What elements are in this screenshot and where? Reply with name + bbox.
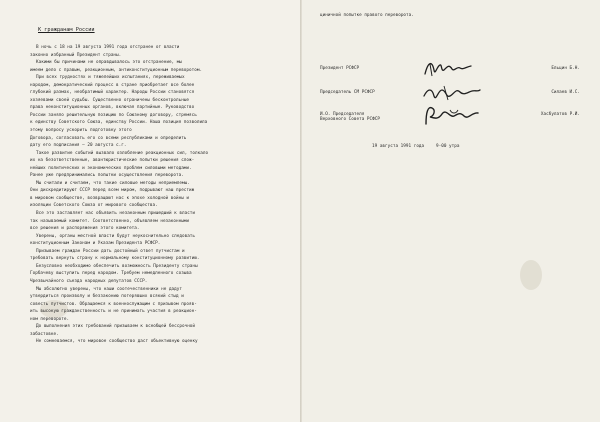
- paper-stain: [520, 260, 542, 290]
- signatory-position: Президент РСФСР: [320, 66, 360, 71]
- body-line: Призываем граждан России дать достойный ответ путчистам и: [36, 248, 185, 254]
- body-line: ном перевороте.: [30, 316, 70, 322]
- body-line: все решения и распоряжения этого комитета.: [30, 226, 140, 232]
- body-line: Мы абсолютно уверены, что наши соотечественники не дадут: [36, 286, 182, 292]
- document-time: 9-00 утра: [436, 144, 460, 149]
- body-line: дату его подписания – 20 августа с.г.: [30, 143, 127, 149]
- signatory-name: Силаев И.С.: [551, 90, 580, 95]
- handwritten-signature: [422, 58, 474, 80]
- body-line: России заняло решительную позицию по Союзному договору, стремясь: [30, 112, 197, 118]
- continuation-line: циничной попытке правого переворота.: [320, 13, 414, 18]
- signatory-name: Ельцин Б.Н.: [551, 66, 580, 71]
- body-line: так называемый комитет. Соответственно, объявляем незаконными: [30, 218, 190, 224]
- handwritten-signature: [422, 82, 482, 104]
- document-title: К гражданам России: [38, 27, 95, 33]
- body-line: Ранее уже предпринимались попытки осуществления переворота.: [30, 173, 184, 179]
- body-line: требовать вернуть страну к нормальному конституционному развитию.: [30, 256, 200, 262]
- body-line: ить высокую гражданственность и не принимать участия в реакцион-: [30, 309, 197, 315]
- body-line: Горбачеву выступить перед народом. Требуем немедленного созыва: [30, 271, 192, 277]
- body-line: нейших политических и экономических проблем силовыми методами.: [30, 165, 192, 171]
- document-date: 19 августа 1991 года: [372, 144, 425, 149]
- body-line: Уверены, органы местной власти будут неукоснительно следовать: [36, 233, 196, 239]
- body-line: Такое развитие событий вызвало озлобление реакционных сил, толкало: [36, 150, 209, 156]
- body-line: утвердиться произволу и беззаконию потерявших всякий стыд и: [30, 294, 184, 300]
- body-line: забастовке.: [30, 331, 59, 337]
- document-body: [30, 44, 298, 346]
- body-line: этому вопросу ускорить подготовку этого: [30, 128, 132, 134]
- signatory-position: И.О. Председателя Верховного Совета РСФСР: [320, 112, 380, 123]
- body-line: их на безответственные, авантюристические попытки решения слож-: [30, 158, 195, 164]
- body-line: Какими бы причинами не оправдывалось это отстранение, мы: [36, 60, 182, 66]
- body-line: До выполнения этих требований призываем к всеобщей бессрочной: [36, 324, 196, 330]
- body-line: законно избранный Президент страны.: [30, 52, 122, 58]
- body-line: глубокий размах, необратимый характер. Народы России становятся: [30, 90, 195, 96]
- body-line: Они дискредитируют СССР перед всем миром, подрывают наш престиж: [30, 188, 195, 194]
- body-line: При всех трудностях и тяжелейших испытаниях, переживаемых: [36, 75, 185, 81]
- signatory-name: Хасбулатов Р.И.: [540, 112, 580, 117]
- signature-block-khasbulatov: [320, 112, 590, 136]
- body-line: совесть путчистов. Обращаемся к военнослужащим с призывом прояв-: [30, 301, 197, 307]
- body-line: Не сомневаемся, что мировое сообщество даст объективную оценку: [36, 339, 198, 345]
- body-line: Все это заставляет нас объявить незаконным пришедший к власти: [36, 211, 196, 217]
- body-line: Чрезвычайного съезда народных депутатов СССР.: [30, 278, 148, 284]
- body-line: Договора, согласовать его со всеми республиками и определить: [30, 135, 187, 141]
- signatory-position: Председатель СМ РСФСР: [320, 90, 375, 95]
- body-line: имеем дело с правым, реакционным, антиконституционным переворотом.: [30, 67, 203, 73]
- body-line: права неконституционных органов, включая партийные. Руководство: [30, 105, 195, 111]
- body-line: конституционным Законам и Указам Президента РСФСР.: [30, 241, 161, 247]
- body-line: изоляции Советского Союза от мирового сообщества.: [30, 203, 158, 209]
- body-line: к единству Советского Союза, единству России. Наша позиция позволила: [30, 120, 208, 126]
- handwritten-signature: [422, 104, 484, 128]
- body-line: Мы считали и считаем, что такие силовые методы неприемлемы.: [36, 180, 190, 186]
- body-line: хозяевами своей судьбы. Существенно ограничены бесконтрольные: [30, 97, 190, 103]
- body-line: В ночь с 18 на 19 августа 1991 года отстранен от власти: [36, 45, 180, 50]
- body-line: в мировом сообществе, возвращают нас к эпохе холодной войны и: [30, 195, 190, 201]
- body-line: Безусловно необходимо обеспечить возможность Президенту страны: [36, 263, 198, 269]
- body-line: народом, демократический процесс в стране приобретает все более: [30, 82, 195, 88]
- page-fold: [300, 0, 302, 422]
